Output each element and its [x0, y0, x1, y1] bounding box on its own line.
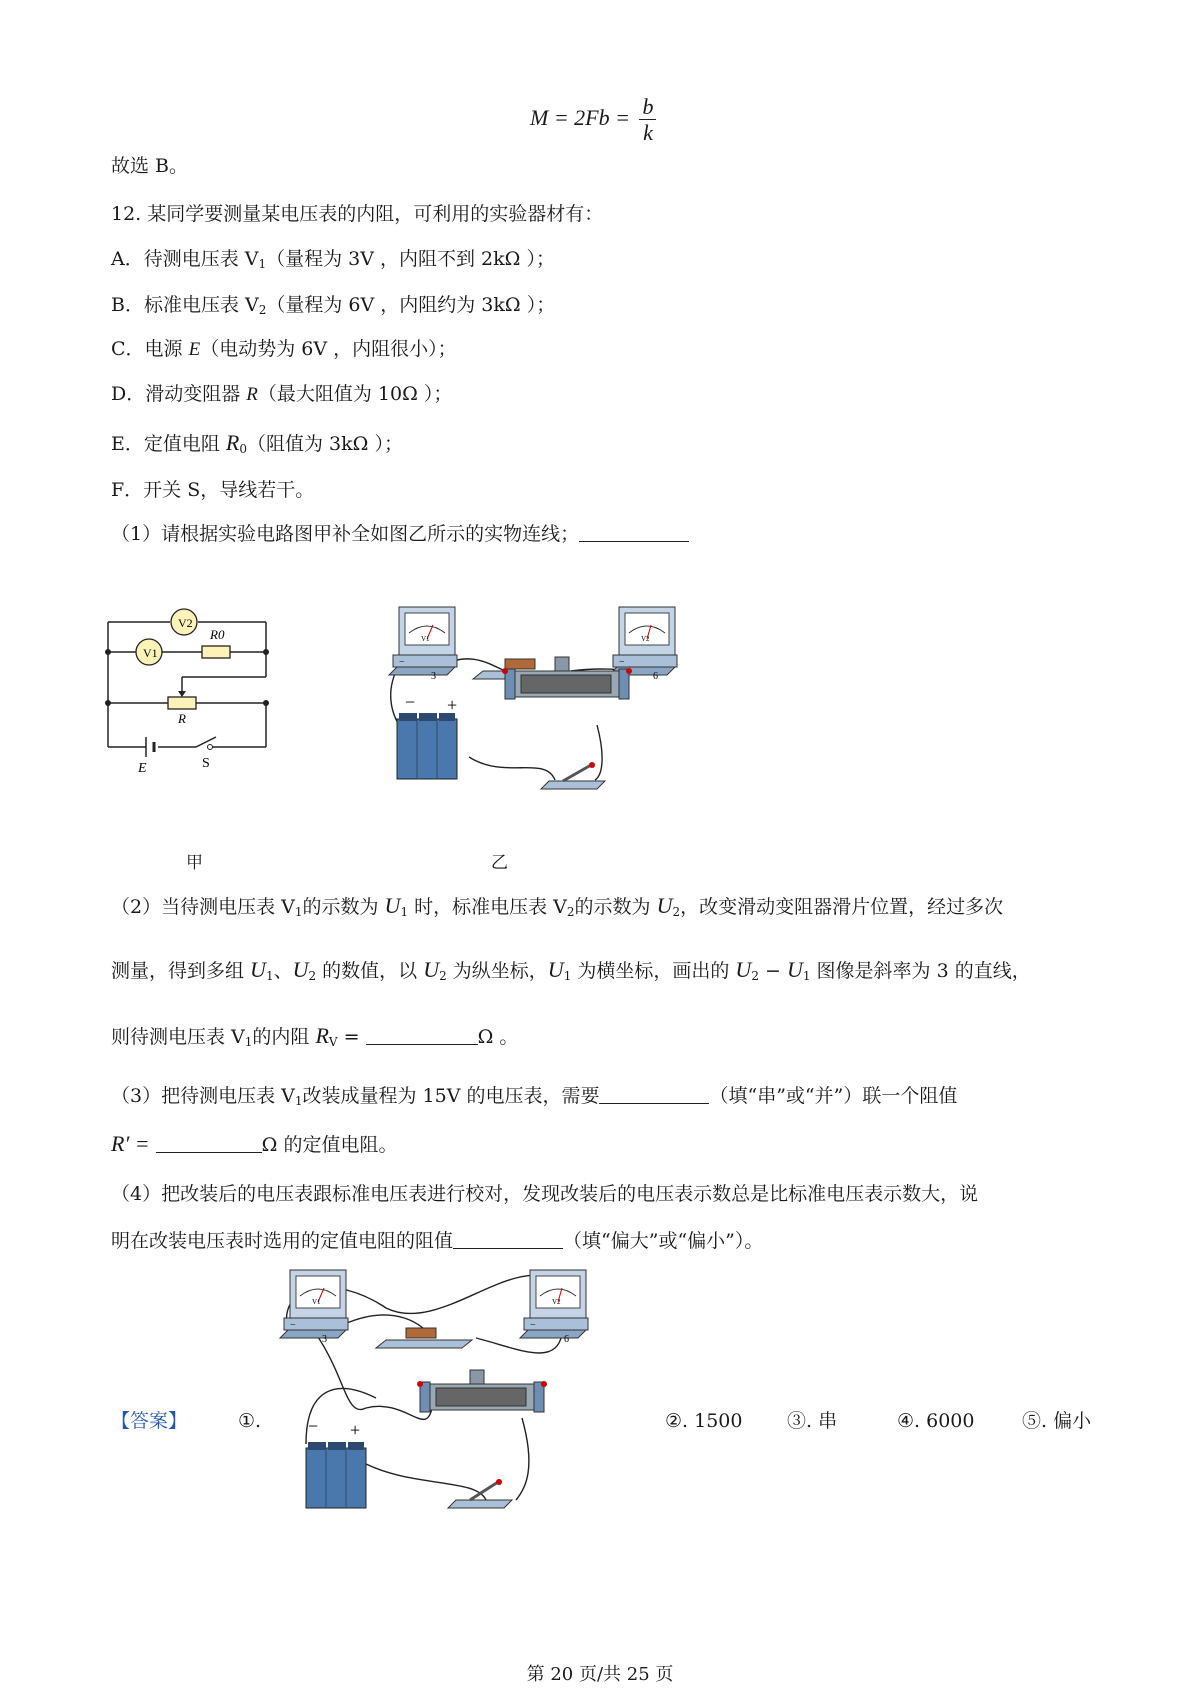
battery-plus: + — [447, 695, 458, 715]
answer-meter2-symbol: V2 — [552, 1298, 561, 1306]
page-footer: 第 20 页/共 25 页 — [526, 1664, 674, 1685]
answer-blank[interactable] — [156, 1134, 262, 1153]
part2-line3: 则待测电压表 $V_1$的内阻 $R_V = \Omega$ 。 — [111, 1023, 519, 1049]
item-f: F．开关 S，导线若干。 — [111, 479, 315, 501]
answer-blank[interactable] — [366, 1026, 478, 1045]
answer-apparatus — [276, 1268, 636, 1528]
part4-line2: 明在改装电压表时选用的定值电阻的阻值 （填“偏大”或“偏小”）。 — [111, 1230, 764, 1252]
meter2-symbol: V2 — [641, 635, 650, 643]
answer-5: ⑤. 偏小 — [1022, 1410, 1092, 1432]
schematic-e-label: E — [138, 761, 147, 776]
answer-blank[interactable] — [599, 1085, 709, 1104]
part3-line1: （3）把待测电压表 $V_1$改装成量程为 15V 的电压表，需要 （填“串”或“并”）联一个阻值 — [111, 1085, 958, 1108]
formula-numerator: b — [639, 94, 656, 120]
item-a: A．待测电压表 $V_1$（量程为 3V ，内阻不到 2kΩ ）； — [111, 248, 555, 271]
schematic-jia — [98, 597, 288, 807]
answer-knife-switch — [448, 1479, 512, 1508]
answer-4: ④. 6000 — [897, 1410, 975, 1432]
answer-battery-minus: − — [308, 1416, 319, 1436]
schematic-v1-label: V1 — [143, 646, 158, 660]
part2-line2: 测量，得到多组 $U_1$、$U_2$ 的数值，以 $U_2$ 为纵坐标，$U_1$ 为横坐标，画出的 $U_2 - U_1$ 图像是斜率为 3 的直线， — [111, 957, 1031, 983]
item-c: C．电源 E（电动势为 6V ，内阻很小）； — [111, 338, 457, 360]
part3-line2: R′ = Ω 的定值电阻。 — [111, 1131, 398, 1156]
answer-voltmeter-v1 — [280, 1270, 348, 1345]
conclusion: 故选 B。 — [111, 155, 189, 177]
answer-battery-plus: + — [350, 1420, 361, 1440]
answer-battery — [306, 1416, 366, 1508]
answer-meter1-range: 3 — [322, 1334, 327, 1345]
answer-meter1-symbol: V1 — [312, 1298, 321, 1306]
meter2-minus: − — [619, 657, 625, 668]
meter2-range: 6 — [653, 671, 658, 682]
answer-3: ③. 串 — [787, 1410, 838, 1432]
battery-minus: − — [405, 692, 416, 712]
formula-lhs: M = 2Fb = — [530, 104, 630, 130]
knife-switch — [541, 762, 605, 789]
answer-meter2-minus: − — [530, 1320, 536, 1331]
meter1-minus: − — [399, 657, 405, 668]
formula-denominator: k — [643, 120, 653, 146]
answer-voltmeter-v2 — [520, 1270, 588, 1345]
formula-fraction — [639, 94, 656, 146]
answer-1: ①. — [238, 1410, 262, 1432]
battery — [397, 692, 457, 779]
part4-line1: （4）把改装后的电压表跟标准电压表进行校对，发现改装后的电压表示数总是比标准电压表示数大，说 — [111, 1183, 979, 1205]
caption-yi: 乙 — [491, 853, 508, 873]
answer-blank[interactable] — [579, 523, 689, 542]
schematic-r0-label: R0 — [210, 627, 225, 642]
part2-line1: （2）当待测电压表 $V_1$的示数为 $U_1$ 时，标准电压表 $V_2$的示数为 $U_2$，改变滑动变阻器滑片位置，经过多次 — [111, 893, 1004, 919]
schematic-v2-label: V2 — [178, 616, 193, 630]
caption-jia: 甲 — [186, 853, 203, 873]
item-e: E．定值电阻 $R_0$（阻值为 3kΩ ）； — [111, 430, 403, 456]
formula — [530, 94, 656, 146]
answer-fixed-resistor — [376, 1328, 472, 1348]
answer-meter1-minus: − — [290, 1320, 296, 1331]
question-stem: 12. 某同学要测量某电压表的内阻，可利用的实验器材有： — [111, 203, 604, 225]
answer-label: 【答案】 — [111, 1410, 188, 1432]
meter1-symbol: V1 — [421, 635, 430, 643]
answer-blank[interactable] — [453, 1230, 563, 1249]
schematic-s-label: S — [202, 756, 210, 771]
voltmeter-v1 — [389, 607, 457, 682]
meter1-range: 3 — [431, 671, 436, 682]
answer-rheostat — [417, 1370, 547, 1412]
answer-2: ②. 1500 — [665, 1410, 743, 1432]
item-d: D．滑动变阻器 R（最大阻值为 10Ω ）； — [111, 383, 453, 405]
answer-meter2-range: 6 — [564, 1334, 569, 1345]
apparatus-yi — [385, 605, 705, 835]
item-b: B．标准电压表 $V_2$（量程为 6V ，内阻约为 3kΩ ）； — [111, 294, 556, 317]
part1: （1）请根据实验电路图甲补全如图乙所示的实物连线； — [111, 523, 689, 546]
schematic-r-label: R — [178, 711, 186, 726]
